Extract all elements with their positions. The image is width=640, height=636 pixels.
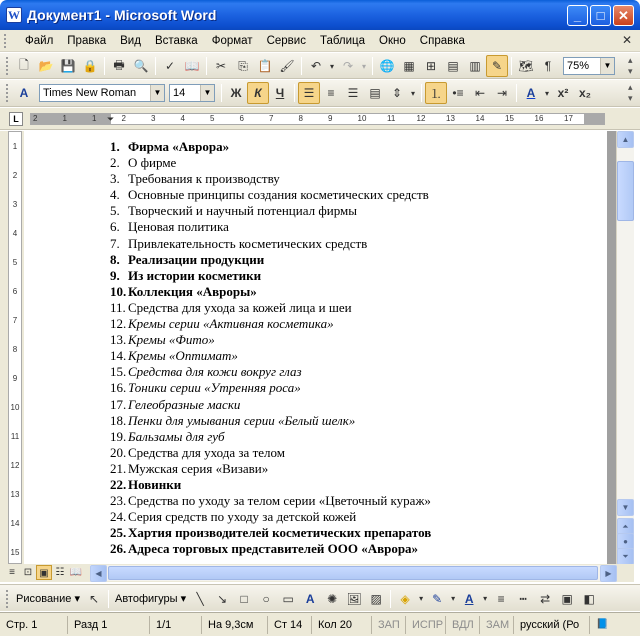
rectangle-icon[interactable]: □ <box>240 591 248 606</box>
status-track-changes[interactable]: ИСПР <box>406 616 446 634</box>
list-number: 13. <box>110 332 127 348</box>
list-number: 7. <box>110 235 120 251</box>
list-item[interactable] <box>110 397 431 413</box>
page-edge <box>607 131 616 564</box>
diagram-icon[interactable]: ✺ <box>327 591 338 606</box>
line-spacing-dropdown-icon[interactable]: ▾ <box>410 88 415 98</box>
list-item[interactable] <box>110 203 431 219</box>
list-number: 20. <box>110 444 127 460</box>
list-text: Средства для ухода за телом <box>128 444 285 460</box>
list-text: Гелеобразные маски <box>128 396 241 412</box>
ruler-tick-label: 3 <box>12 200 18 209</box>
drawing-font-color-icon[interactable]: A <box>464 591 474 606</box>
ruler-tick-label: 2 <box>33 114 38 123</box>
first-line-indent-marker[interactable]: ⏷ <box>107 114 115 124</box>
menu-grip[interactable] <box>4 34 7 48</box>
doc-close-icon[interactable]: ✕ <box>621 33 632 47</box>
list-item[interactable] <box>110 525 431 541</box>
list-number: 24. <box>110 509 127 525</box>
list-number: 15. <box>110 364 127 380</box>
columns-icon[interactable]: ▥ <box>469 59 481 73</box>
menu-item[interactable]: Файл <box>25 35 54 47</box>
3d-style-icon[interactable]: ◧ <box>583 591 595 606</box>
menu-item[interactable]: Формат <box>211 35 253 47</box>
font-value: Times New Roman <box>43 87 137 99</box>
list-item[interactable] <box>110 284 431 300</box>
line-spacing-icon[interactable]: ⇕ <box>391 86 403 100</box>
paste-icon[interactable]: 📋 <box>257 59 273 73</box>
list-number: 18. <box>110 412 127 428</box>
browse-object-icon[interactable]: ● <box>617 533 634 550</box>
ruler-tick-label: 16 <box>534 114 544 123</box>
list-item[interactable] <box>110 171 431 187</box>
insert-excel-icon[interactable]: ▤ <box>447 59 459 73</box>
list-text: Основные принципы создания косметических средств <box>128 187 429 203</box>
align-center-icon[interactable]: ≡ <box>327 86 335 100</box>
ruler-tick-label: 5 <box>12 258 18 267</box>
scroll-left-icon[interactable]: ◀ <box>90 565 107 582</box>
list-text: Кремы «Оптимат» <box>128 348 238 364</box>
ruler-tick-label: 2 <box>12 171 18 180</box>
autoshapes-label: Автофигуры <box>114 593 178 605</box>
line-icon[interactable]: ╲ <box>196 591 204 606</box>
ruler-tick-label: 5 <box>210 114 215 123</box>
textbox-icon[interactable]: ▭ <box>282 591 294 606</box>
copy-icon[interactable]: ⎘ <box>238 58 248 73</box>
window-title: Документ1 - Microsoft Word <box>27 7 217 23</box>
vertical-scrollbar[interactable] <box>616 131 634 564</box>
list-text: Средства для кожи вокруг глаз <box>128 364 302 380</box>
list-number: 2. <box>110 155 120 171</box>
drawing-font-color-dropdown-icon[interactable]: ▾ <box>483 594 488 603</box>
ruler-tick-label: 7 <box>269 114 274 123</box>
numbered-list[interactable] <box>110 139 431 557</box>
autoshapes-menu-button[interactable]: Автофигуры ▾ <box>114 593 187 605</box>
font-size-select[interactable] <box>169 84 215 102</box>
ruler-tick-label: 6 <box>12 287 18 296</box>
font-size-value: 14 <box>173 87 186 99</box>
font-select[interactable] <box>39 84 165 102</box>
ruler-tick-label: 12 <box>10 461 20 470</box>
status-language[interactable]: русский (Ро <box>514 616 590 634</box>
menu-item[interactable]: Окно <box>379 35 406 47</box>
list-item[interactable] <box>110 461 431 477</box>
list-text: Средства для ухода за кожей лица и шеи <box>128 299 352 315</box>
reading-view-icon[interactable]: 📖 <box>69 567 83 578</box>
ruler-tick-label: 14 <box>10 519 20 528</box>
hyperlink-icon[interactable]: 🌐 <box>379 59 395 73</box>
list-item[interactable] <box>110 413 431 429</box>
oval-icon[interactable]: ○ <box>262 591 270 606</box>
redo-icon[interactable]: ↷ <box>342 59 354 73</box>
ruler-tick-label: 1 <box>62 114 67 123</box>
list-text: Кремы серии «Активная косметика» <box>128 316 334 332</box>
undo-dropdown-icon[interactable]: ▾ <box>329 61 334 71</box>
list-text: Мужская серия «Визави» <box>128 460 269 476</box>
normal-view-icon[interactable]: ≡ <box>9 567 15 578</box>
list-number: 9. <box>110 267 120 283</box>
list-item[interactable] <box>110 187 431 203</box>
fill-color-icon[interactable]: ◈ <box>400 591 410 606</box>
justify-icon[interactable]: ▤ <box>369 86 381 100</box>
list-number: 1. <box>110 139 120 154</box>
tab-selector[interactable]: L <box>9 112 23 126</box>
menu-item[interactable]: Сервис <box>266 35 306 47</box>
list-item[interactable] <box>110 445 431 461</box>
list-text: Бальзамы для губ <box>128 428 225 444</box>
list-item[interactable] <box>110 348 431 364</box>
shadow-style-icon[interactable]: ▣ <box>561 591 573 606</box>
print-layout-icon[interactable]: ▣ <box>36 565 52 580</box>
list-text: Серия средств по уходу за детской кожей <box>128 509 357 525</box>
numbering-icon[interactable]: ⒈ <box>425 82 447 104</box>
drawing-label: Рисование <box>16 593 72 605</box>
ruler-strip[interactable] <box>30 113 605 125</box>
list-number: 23. <box>110 493 127 509</box>
status-record-macro[interactable]: ЗАП <box>372 616 406 634</box>
standard-toolbar <box>0 53 640 79</box>
font-color-icon[interactable]: A <box>526 86 536 100</box>
vertical-scroll-thumb[interactable] <box>617 161 634 221</box>
format-painter-icon[interactable]: 🖌 <box>279 59 295 73</box>
ruler-tick-label: 8 <box>12 345 18 354</box>
select-objects-icon[interactable]: ↖ <box>88 591 100 606</box>
status-section: Разд 1 <box>68 616 150 634</box>
drawing-menu-button[interactable]: Рисование ▾ <box>16 593 80 605</box>
menu-bar <box>0 30 640 52</box>
horizontal-scroll-area <box>0 564 634 582</box>
increase-indent-icon[interactable]: ⇥ <box>496 86 508 100</box>
maximize-button[interactable]: □ <box>590 5 611 26</box>
show-hide-icon[interactable]: ¶ <box>544 59 552 73</box>
menu-item[interactable]: Вставка <box>154 35 198 47</box>
ruler-tick-label: 11 <box>387 114 396 123</box>
underline-button[interactable]: Ч <box>275 86 285 100</box>
list-text: Привлекательность косметических средств <box>128 235 368 251</box>
status-overtype[interactable]: ЗАМ <box>480 616 514 634</box>
print-preview-icon[interactable]: 🔍 <box>133 59 149 73</box>
list-item[interactable] <box>110 300 431 316</box>
formatting-toolbar <box>0 80 640 107</box>
toolbar-grip[interactable] <box>6 590 9 608</box>
spelling-status-icon[interactable]: 📘 <box>596 619 609 630</box>
ruler-tick-label: 11 <box>10 432 20 441</box>
spelling-icon[interactable]: ✓ <box>164 59 176 73</box>
list-text: Средства по уходу за телом серии «Цветочный кураж» <box>128 493 431 509</box>
ruler-tick-label: 4 <box>12 229 18 238</box>
list-number: 17. <box>110 396 127 412</box>
ruler-tick-label: 6 <box>239 114 244 123</box>
menu-item[interactable]: Вид <box>120 35 141 47</box>
title-bar <box>0 0 640 30</box>
menu-item[interactable]: Справка <box>419 35 465 47</box>
scroll-right-icon[interactable]: ▶ <box>600 565 617 582</box>
next-page-icon[interactable]: ⏷ <box>617 548 634 565</box>
list-item[interactable] <box>110 493 431 509</box>
ruler-tick-label: 12 <box>416 114 426 123</box>
list-text: Пенки для умывания серии «Белый шелк» <box>128 412 356 428</box>
ruler-tick-label: 9 <box>12 374 18 383</box>
insert-picture-icon[interactable]: ▨ <box>370 591 382 606</box>
permission-icon[interactable]: 🔒 <box>82 59 98 73</box>
list-number: 22. <box>110 476 127 492</box>
list-text: Тоники серии «Утренняя роса» <box>128 380 301 396</box>
toolbar-options-icon[interactable]: ▴ ▾ <box>628 82 633 103</box>
status-extend[interactable]: ВДЛ <box>446 616 480 634</box>
styles-pane-icon[interactable]: A <box>19 86 29 100</box>
ruler-tick-label: 10 <box>10 403 20 412</box>
drawing-toggle-icon[interactable]: ✎ <box>486 55 508 77</box>
list-number: 5. <box>110 203 120 219</box>
horizontal-ruler[interactable] <box>0 108 640 130</box>
menu-items <box>18 30 472 52</box>
list-text: Коллекция «Авроры» <box>128 283 257 299</box>
ruler-tick-label: 14 <box>475 114 485 123</box>
list-text: О фирме <box>128 155 177 171</box>
ruler-tick-label: 1 <box>92 114 97 123</box>
list-text: Из истории косметики <box>128 267 262 283</box>
cut-icon[interactable]: ✂ <box>215 59 227 73</box>
list-item[interactable] <box>110 429 431 445</box>
list-number: 10. <box>110 283 127 299</box>
close-button[interactable]: ✕ <box>613 5 634 26</box>
list-item[interactable] <box>110 252 431 268</box>
drawing-toolbar <box>0 584 640 611</box>
bold-button[interactable]: Ж <box>230 86 242 100</box>
list-item[interactable] <box>110 139 431 155</box>
arrow-style-icon[interactable]: ⇄ <box>540 591 551 606</box>
list-number: 11. <box>110 299 126 315</box>
list-text: Требования к производству <box>128 171 280 187</box>
italic-button[interactable]: К <box>247 82 269 104</box>
scroll-down-icon[interactable]: ▼ <box>617 499 634 516</box>
superscript-icon[interactable]: x² <box>557 86 569 100</box>
research-icon[interactable]: 📖 <box>184 59 200 73</box>
font-color-dropdown-icon[interactable]: ▾ <box>544 88 549 98</box>
ruler-tick-label: 8 <box>298 114 303 123</box>
ruler-tick-label: 15 <box>10 548 20 557</box>
zoom-select[interactable] <box>563 57 615 75</box>
status-line: Ст 14 <box>268 616 312 634</box>
list-number: 3. <box>110 171 120 187</box>
list-item[interactable] <box>110 236 431 252</box>
list-text: Творческий и научный потенциал фирмы <box>128 203 357 219</box>
ruler-tick-label: 1 <box>12 142 18 151</box>
subscript-icon[interactable]: x₂ <box>578 86 591 100</box>
ruler-tick-label: 4 <box>180 114 185 123</box>
list-number: 14. <box>110 348 127 364</box>
list-number: 26. <box>110 541 127 557</box>
list-item[interactable] <box>110 509 431 525</box>
horizontal-scroll-thumb[interactable] <box>108 566 598 580</box>
list-text: Новинки <box>128 476 182 492</box>
line-color-icon[interactable]: ✎ <box>432 591 443 606</box>
menu-item[interactable]: Таблица <box>319 35 366 47</box>
list-text: Фирма «Аврора» <box>128 139 230 154</box>
print-icon[interactable]: 🖶 <box>113 57 125 72</box>
ruler-tick-label: 7 <box>12 316 18 325</box>
font-size-dropdown-icon[interactable]: ▼ <box>200 85 214 101</box>
list-number: 25. <box>110 525 127 541</box>
ruler-tick-label: 10 <box>357 114 367 123</box>
outline-view-icon[interactable]: ☷ <box>55 567 65 578</box>
toolbar-options-icon[interactable]: ▴ ▾ <box>628 55 633 76</box>
scroll-up-icon[interactable]: ▲ <box>617 131 634 148</box>
list-item[interactable] <box>110 332 431 348</box>
word-app-icon[interactable]: W <box>8 8 20 22</box>
ruler-tick-label: 17 <box>564 114 573 123</box>
list-number: 6. <box>110 219 120 235</box>
status-page: Стр. 1 <box>0 616 68 634</box>
wordart-icon[interactable]: A <box>305 591 315 606</box>
document-page[interactable] <box>24 131 616 564</box>
zoom-dropdown-icon[interactable]: ▼ <box>600 58 614 74</box>
new-document-icon[interactable]: 🗋 <box>19 57 29 72</box>
status-bar <box>0 612 640 636</box>
list-item[interactable] <box>110 541 431 557</box>
toolbar-grip[interactable] <box>6 84 9 102</box>
list-text: Кремы «Фито» <box>128 332 215 348</box>
web-view-icon[interactable]: ⊡ <box>23 567 33 578</box>
menu-item[interactable]: Правка <box>67 35 107 47</box>
dash-style-icon[interactable]: ┅ <box>519 591 527 606</box>
list-item[interactable] <box>110 155 431 171</box>
list-text: Хартия производителей косметических препаратов <box>128 525 432 541</box>
vertical-ruler[interactable] <box>8 131 22 564</box>
list-item[interactable] <box>110 316 431 332</box>
bullets-icon[interactable]: •≡ <box>452 86 464 100</box>
list-item[interactable] <box>110 477 431 493</box>
redo-dropdown-icon[interactable]: ▾ <box>361 61 366 71</box>
zoom-value: 75% <box>567 60 590 72</box>
minimize-button[interactable]: _ <box>567 5 588 26</box>
list-text: Реализации продукции <box>128 251 265 267</box>
status-column: Кол 20 <box>312 616 372 634</box>
list-number: 19. <box>110 428 127 444</box>
arrow-icon[interactable]: ↘ <box>217 591 228 606</box>
toolbar-grip[interactable] <box>6 57 9 75</box>
list-item[interactable] <box>110 219 431 235</box>
list-number: 12. <box>110 316 127 332</box>
insert-table-icon[interactable]: ⊞ <box>425 59 437 73</box>
undo-icon[interactable]: ↶ <box>310 59 322 73</box>
list-number: 4. <box>110 187 120 203</box>
list-item[interactable] <box>110 364 431 380</box>
ruler-tick-label: 15 <box>505 114 514 123</box>
list-number: 21. <box>110 460 127 476</box>
align-left-icon[interactable]: ☰ <box>298 82 320 104</box>
ruler-tick-label: 13 <box>446 114 455 123</box>
ruler-tick-label: 13 <box>10 490 20 499</box>
font-dropdown-icon[interactable]: ▼ <box>150 85 164 101</box>
open-icon[interactable]: 📂 <box>38 59 54 73</box>
list-text: Адреса торговых представителей ООО «Аврора» <box>128 541 419 557</box>
line-style-icon[interactable]: ≡ <box>497 591 505 606</box>
prev-page-icon[interactable]: ⏶ <box>617 518 634 535</box>
list-text: Ценовая политика <box>128 219 229 235</box>
ruler-tick-label: 9 <box>328 114 333 123</box>
ruler-tick-label: 2 <box>121 114 126 123</box>
list-item[interactable] <box>110 380 431 396</box>
list-item[interactable] <box>110 268 431 284</box>
clipart-icon[interactable]: 🖼 <box>346 591 362 606</box>
line-color-dropdown-icon[interactable]: ▾ <box>451 594 456 603</box>
ruler-tick-label: 3 <box>151 114 156 123</box>
align-right-icon[interactable]: ☰ <box>347 86 359 100</box>
document-map-icon[interactable]: 🗺 <box>518 59 534 73</box>
tables-borders-icon[interactable]: ▦ <box>403 59 415 73</box>
status-position: На 9,3см <box>202 616 268 634</box>
list-number: 16. <box>110 380 127 396</box>
list-number: 8. <box>110 251 120 267</box>
fill-color-dropdown-icon[interactable]: ▾ <box>419 594 424 603</box>
status-pages: 1/1 <box>150 616 202 634</box>
decrease-indent-icon[interactable]: ⇤ <box>474 86 486 100</box>
save-icon[interactable]: 💾 <box>60 59 76 73</box>
